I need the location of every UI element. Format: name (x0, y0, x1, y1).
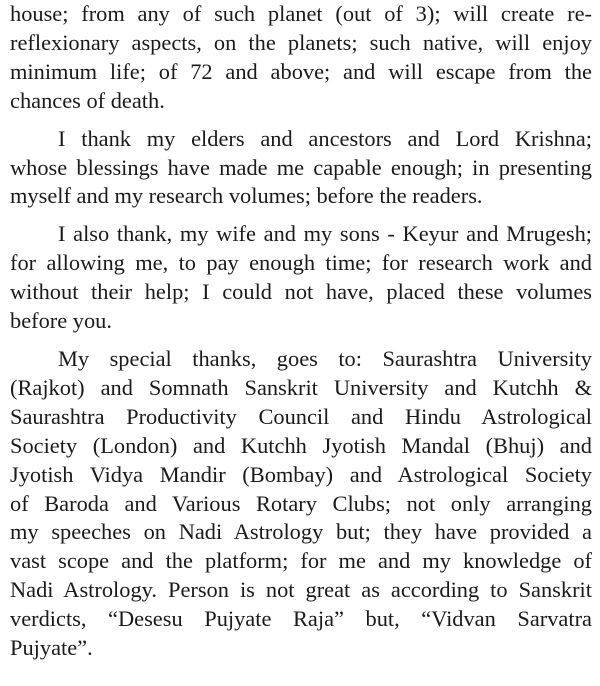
text-line: without their help; I could not have, placed these volumes (10, 279, 592, 305)
text-line: I thank my elders and ancestors and Lord Krishna; (58, 125, 592, 151)
text-line: of Baroda and Various Rotary Clubs; not only arranging (10, 490, 592, 516)
text-line: Nadi Astrology. Person is not great as according to Sanskrit (10, 577, 592, 603)
text-line: house; from any of such planet (out of 3); will create re- (10, 1, 592, 26)
text-line: before you. (10, 308, 112, 334)
text-line: (Rajkot) and Somnath Sanskrit University and Kutchh & (10, 374, 592, 400)
paragraph-2 (10, 125, 592, 212)
text-line: myself and my research volumes; before the readers. (10, 183, 483, 209)
text-line: I also thank, my wife and my sons - Keyur and Mrugesh; (58, 221, 592, 247)
text-line: whose blessings have made me capable enough; in presenting (10, 154, 592, 180)
text-line: verdicts, “Desesu Pujyate Raja” but, “Vidvan Sarvatra (10, 606, 592, 632)
text-line: vast scope and the platform; for me and my knowledge of (10, 548, 592, 574)
document-page (10, 0, 592, 686)
text-line: for allowing me, to pay enough time; for research work and (10, 250, 592, 276)
text-line: chances of death. (10, 87, 165, 113)
text-line: my speeches on Nadi Astrology but; they have provided a (10, 519, 592, 545)
text-line: Jyotish Vidya Mandir (Bombay) and Astrological Society (10, 461, 592, 487)
text-line: Society (London) and Kutchh Jyotish Mandal (Bhuj) and (10, 432, 592, 458)
text-line: minimum life; of 72 and above; and will escape from the (10, 58, 592, 84)
text-line: reflexionary aspects, on the planets; such native, will enjoy (10, 29, 592, 55)
text-line: My special thanks, goes to: Saurashtra University (58, 345, 592, 371)
paragraph-1 (10, 0, 592, 116)
paragraph-4 (10, 345, 592, 663)
text-line: Saurashtra Productivity Council and Hindu Astrological (10, 403, 592, 429)
paragraph-3 (10, 220, 592, 336)
text-line: Pujyate”. (10, 635, 93, 661)
